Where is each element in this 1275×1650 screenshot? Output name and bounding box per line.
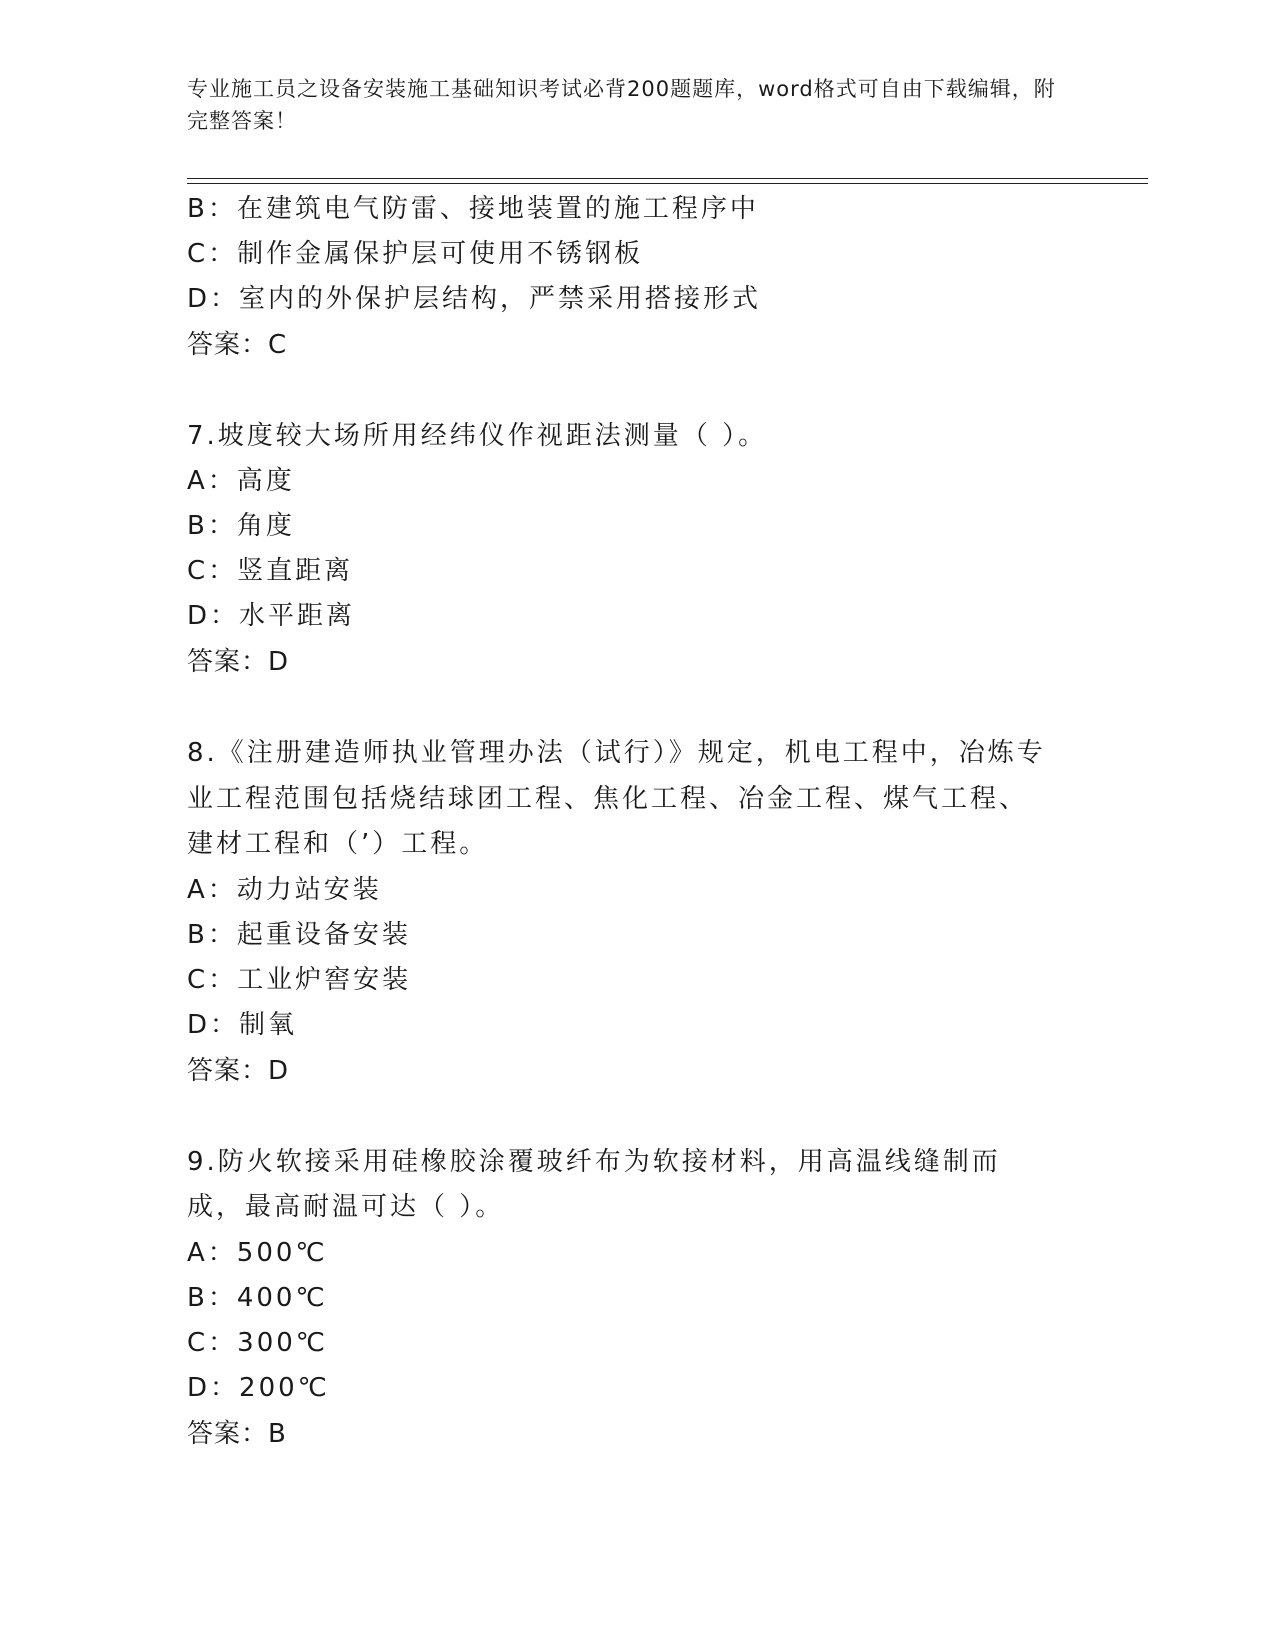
option-a: A：高度 (187, 466, 295, 496)
option-b: B：400℃ (187, 1282, 328, 1313)
answer-line: 答案：C (187, 330, 288, 360)
question-block-9 (187, 1140, 1067, 1457)
answer-line: 答案：D (187, 1055, 290, 1086)
answer-line: 答案：B (187, 1418, 287, 1449)
option-c: C：制作金属保护层可使用不锈钢板 (187, 239, 644, 269)
question-text: 8.《注册建造师执业管理办法（试行）》规定，机电工程中，冶炼专业工程范围包括烧结球团工程、焦化工程、冶金工程、煤气工程、建材工程和（’）工程。 (187, 738, 1046, 859)
spacer (187, 368, 1067, 414)
option-d: D：室内的外保护层结构，严禁采用搭接形式 (187, 284, 762, 314)
question-list (187, 187, 1067, 1457)
question-text: 9.防火软接采用硅橡胶涂覆玻纤布为软接材料，用高温线缝制而成，最高耐温可达（ ）。 (187, 1146, 1001, 1222)
question-text: 7.坡度较大场所用经纬仪作视距法测量（ ）。 (187, 421, 768, 451)
option-a: A：动力站安装 (187, 874, 382, 905)
spacer (187, 685, 1067, 731)
option-b: B：在建筑电气防雷、接地装置的施工程序中 (187, 194, 759, 224)
option-b: B：起重设备安装 (187, 919, 411, 950)
document-header: 专业施工员之设备安装施工基础知识考试必背200题题库，word格式可自由下载编辑，附完整答案！ (187, 77, 1056, 133)
question-block-7 (187, 414, 1067, 685)
option-b: B：角度 (187, 511, 295, 541)
spacer (187, 1094, 1067, 1140)
header-divider-bottom (187, 183, 1148, 184)
option-a: A：500℃ (187, 1237, 328, 1268)
option-d: D：200℃ (187, 1372, 330, 1403)
option-d: D：水平距离 (187, 601, 356, 631)
answer-line: 答案：D (187, 647, 290, 677)
header-divider-top (187, 178, 1148, 179)
option-c: C：竖直距离 (187, 556, 354, 586)
question-block-6 (187, 187, 1067, 368)
question-block-8 (187, 731, 1067, 1094)
option-c: C：300℃ (187, 1327, 328, 1358)
option-c: C：工业炉窖安装 (187, 964, 412, 995)
option-d: D：制氧 (187, 1009, 298, 1040)
